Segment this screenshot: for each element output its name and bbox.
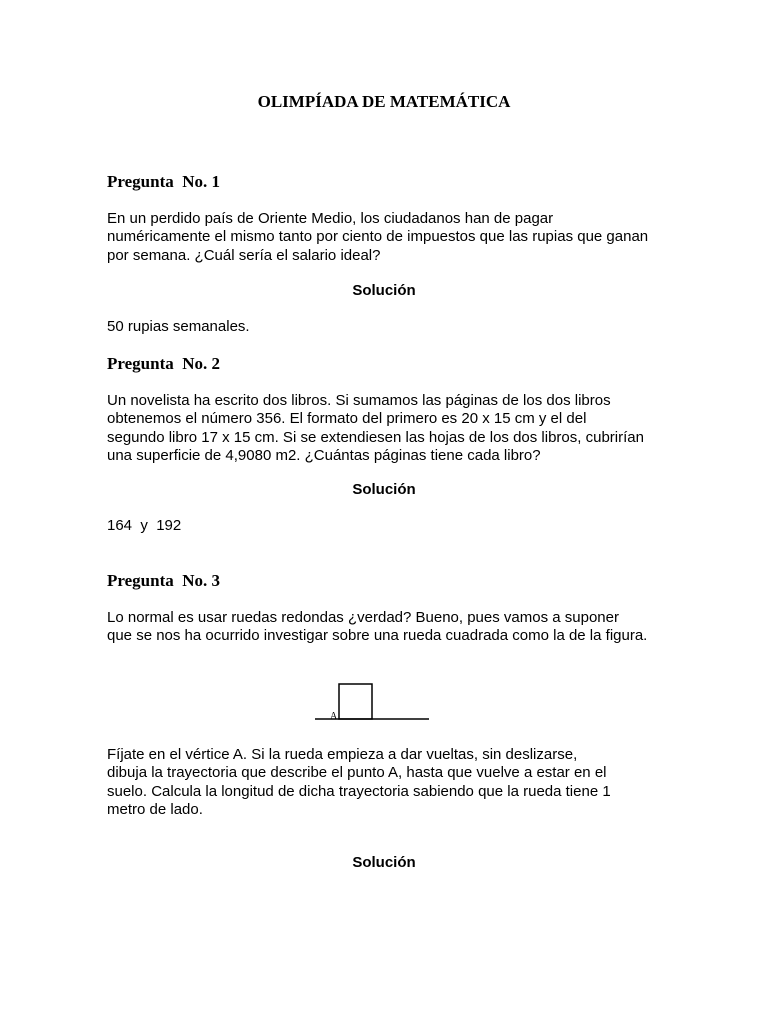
question-2-solution-label: Solución: [352, 481, 416, 498]
question-1-text: [107, 210, 667, 265]
question-3-solution-label: Solución: [352, 854, 416, 871]
question-1-line: numéricamente el mismo tanto por ciento de impuestos que las rupias que ganan: [107, 228, 649, 246]
question-1-answer: 50 rupias semanales.: [107, 318, 250, 335]
question-3-line: que se nos ha ocurrido investigar sobre una rueda cuadrada como la de la figura.: [107, 627, 648, 645]
question-3-line: Fíjate en el vértice A. Si la rueda empieza a dar vueltas, sin deslizarse,: [107, 746, 578, 763]
square-wheel: [339, 684, 372, 719]
question-3-line: dibuja la trayectoria que describe el punto A, hasta que vuelve a estar en el: [107, 764, 607, 782]
vertex-a-label: A: [330, 711, 338, 722]
document-title: OLIMPÍADA DE MATEMÁTICA: [257, 92, 511, 111]
question-2-text: [107, 392, 667, 465]
question-3-line: suelo. Calcula la longitud de dicha trayectoria sabiendo que la rueda tiene 1: [107, 782, 611, 800]
question-3-line: metro de lado.: [107, 800, 203, 818]
question-2-line: una superficie de 4,9080 m2. ¿Cuántas páginas tiene cada libro?: [107, 446, 541, 464]
question-2-line: obtenemos el número 356. El formato del primero es 20 x 15 cm y el del: [107, 410, 587, 428]
question-1-solution-label: Solución: [352, 282, 416, 299]
question-1-line: En un perdido país de Oriente Medio, los ciudadanos han de pagar: [107, 210, 554, 227]
square-wheel-figure: [310, 680, 435, 725]
question-2-line: segundo libro 17 x 15 cm. Si se extendiesen las hojas de los dos libros, cubrirían: [107, 428, 644, 446]
question-2-heading: Pregunta No. 2: [107, 354, 221, 373]
question-1-heading: Pregunta No. 1: [107, 172, 221, 191]
question-3-text: [107, 609, 667, 646]
question-3-heading: Pregunta No. 3: [107, 571, 221, 590]
question-2-answer: 164 y 192: [107, 517, 182, 534]
question-3-instructions: [107, 746, 667, 819]
question-1-line: por semana. ¿Cuál sería el salario ideal?: [107, 246, 381, 264]
question-3-line: Lo normal es usar ruedas redondas ¿verdad? Bueno, pues vamos a suponer: [107, 609, 619, 626]
question-2-line: Un novelista ha escrito dos libros. Si sumamos las páginas de los dos libros: [107, 392, 611, 409]
